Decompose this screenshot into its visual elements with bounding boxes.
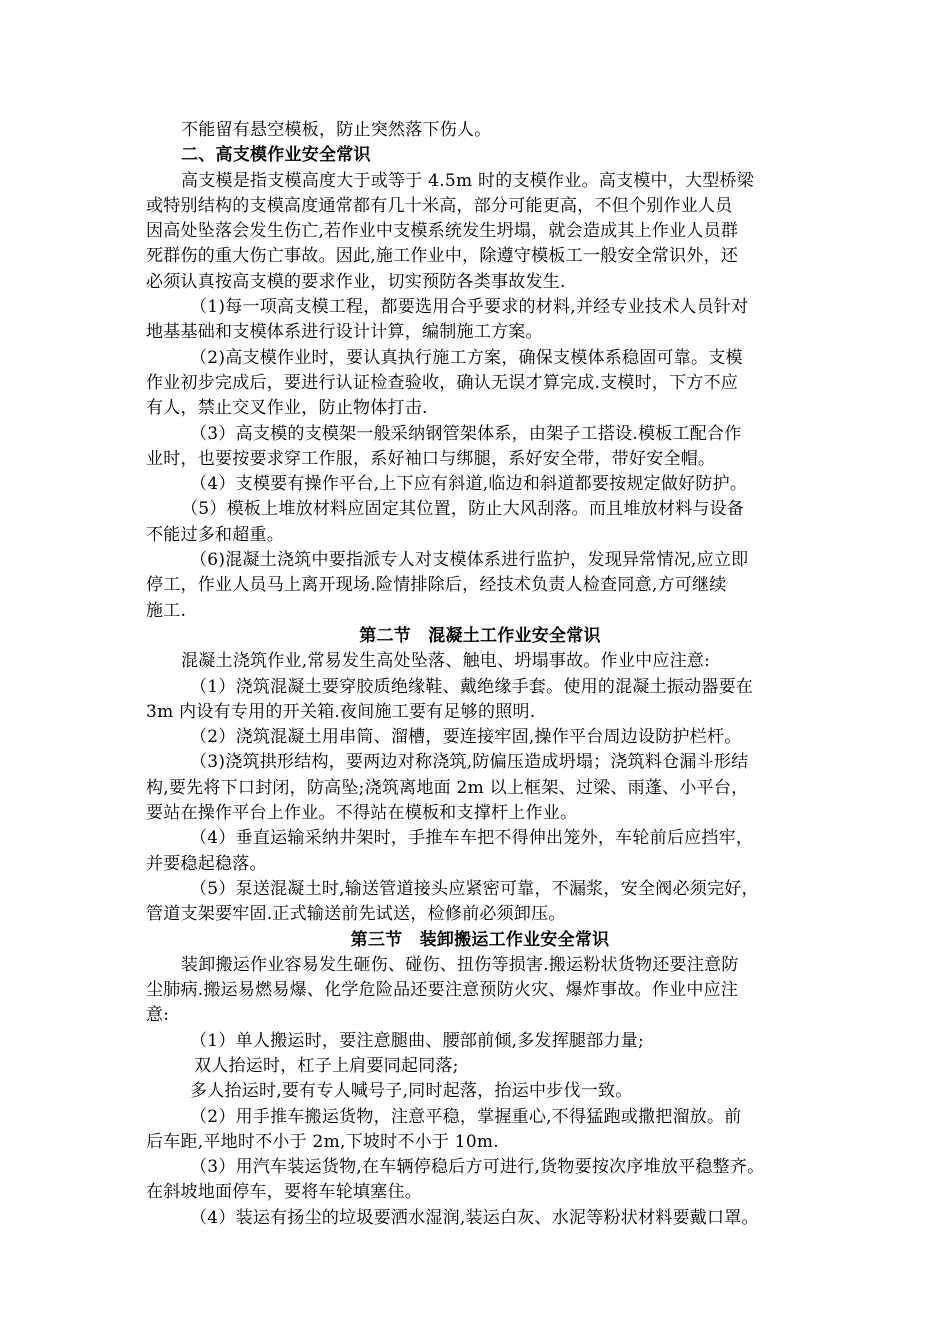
paragraph-line: 停工，作业人员马上离开现场.险情排除后，经技术负责人检查同意,方可继续 [146, 575, 727, 596]
paragraph-line: 尘肺病.搬运易燃易爆、化学危险品还要注意预防火灾、爆炸事故。作业中应注 [146, 980, 739, 1001]
section-heading: 第二节 混凝土工作业安全常识 [359, 625, 601, 646]
paragraph-line: 必须认真按高支模的要求作业，切实预防各类事故发生. [146, 271, 566, 292]
paragraph-line: 不能留有悬空模板，防止突然落下伤人。 [181, 120, 492, 140]
paragraph-line: 意: [146, 1005, 170, 1026]
paragraph-line: 高支模是指支模高度大于或等于 4.5m 时的支模作业。高支模中，大型桥梁 [181, 170, 754, 191]
paragraph-line: 施工. [146, 600, 187, 621]
paragraph-line: 并要稳起稳落。 [146, 853, 267, 874]
paragraph-line: 有人，禁止交叉作业，防止物体打击. [146, 398, 428, 419]
paragraph-line: （1）浇筑混凝土要穿胶质绝缘鞋、戴绝缘手套。使用的混凝土振动器要在 [190, 676, 754, 697]
paragraph-line: 死群伤的重大伤亡事故。因此,施工作业中，除遵守模板工一般安全常识外，还 [146, 246, 739, 267]
paragraph-line: 管道支架要牢固.正式输送前先试送，检修前必须卸压。 [146, 904, 566, 925]
paragraph-line: 构,要先将下口封闭，防高坠;浇筑离地面 2m 以上框架、过梁、雨蓬、小平台， [146, 777, 749, 798]
paragraph-line: 地基基础和支模体系进行设计计算，编制施工方案。 [146, 322, 543, 343]
paragraph-line: 因高处坠落会发生伤亡,若作业中支模系统发生坍塌，就会造成其上作业人员群 [146, 221, 739, 242]
paragraph-line: 不能过多和超重。 [146, 524, 284, 545]
paragraph-line: （3）高支模的支模架一般采纳钢管架体系，由架子工搭设.模板工配合作 [190, 423, 742, 444]
paragraph-line: （2）浇筑混凝土用串筒、溜槽，要连接牢固,操作平台周边设防护栏杆。 [190, 727, 742, 748]
section-heading: 二、高支模作业安全常识 [181, 145, 371, 166]
paragraph-line: 装卸搬运作业容易发生砸伤、碰伤、扭伤等损害.搬运粉状货物还要注意防 [181, 954, 739, 975]
paragraph-line: （5）模板上堆放材料应固定其位置，防止大风刮落。而且堆放材料与设备 [181, 499, 745, 520]
paragraph-line: 多人抬运时,要有专人喊号子,同时起落，抬运中步伐一致。 [190, 1081, 633, 1102]
section-heading: 第三节 装卸搬运工作业安全常识 [350, 929, 610, 950]
paragraph-line: 混凝土浇筑作业,常易发生高处坠落、触电、坍塌事故。作业中应注意: [181, 651, 711, 672]
paragraph-line: 或特别结构的支模高度通常都有几十米高，部分可能更高，不但个别作业人员 [146, 195, 733, 216]
paragraph-line: （2)高支模作业时，要认真执行施工方案，确保支模体系稳固可靠。支模 [190, 347, 743, 368]
paragraph-line: 后车距,平地时不小于 2m,下坡时不小于 10m. [146, 1131, 499, 1152]
paragraph-line: （1)每一项高支模工程，都要选用合乎要求的材料,并经专业技术人员针对 [190, 297, 749, 318]
paragraph-line: （4）装运有扬尘的垃圾要洒水湿润,装运白灰、水泥等粉状材料要戴口罩。 [190, 1207, 759, 1228]
paragraph-line: 业时，也要按要求穿工作服，系好袖口与绑腿，系好安全带，带好安全帽。 [146, 448, 716, 469]
document-body [146, 118, 814, 1231]
paragraph-line: （2）用手推车搬运货物，注意平稳，掌握重心,不得猛跑或撒把溜放。前 [190, 1106, 742, 1127]
paragraph-line: （6)混凝土浇筑中要指派专人对支模体系进行监护，发现异常情况,应立即 [190, 550, 749, 571]
paragraph-line: （4）支模要有操作平台,上下应有斜道,临边和斜道都要按规定做好防护。 [190, 474, 748, 495]
paragraph-line: 作业初步完成后，要进行认证检查验收，确认无误才算完成.支模时，下方不应 [146, 372, 739, 393]
paragraph-line: （1）单人搬运时，要注意腿曲、腰部前倾,多发挥腿部力量; [190, 1030, 644, 1051]
paragraph-line: 双人抬运时，杠子上肩要同起同落; [194, 1055, 459, 1076]
paragraph-line: （3)浇筑拱形结构，要两边对称浇筑,防偏压造成坍塌；浇筑料仓漏斗形结 [190, 752, 749, 773]
paragraph-line: 在斜坡地面停车，要将车轮填塞住。 [146, 1182, 422, 1203]
paragraph-line: 要站在操作平台上作业。不得站在模板和支撑杆上作业。 [146, 803, 578, 824]
paragraph-line: （4）垂直运输采纳井架时，手推车车把不得伸出笼外，车轮前后应挡牢， [190, 828, 754, 849]
paragraph-line: （5）泵送混凝土时,输送管道接头应紧密可靠，不漏浆，安全阀必须完好， [190, 878, 759, 899]
paragraph-line: 3m 内设有专用的开关箱.夜间施工要有足够的照明. [146, 701, 536, 722]
paragraph-line: （3）用汽车装运货物,在车辆停稳后方可进行,货物要按次序堆放平稳整齐。 [190, 1157, 765, 1178]
